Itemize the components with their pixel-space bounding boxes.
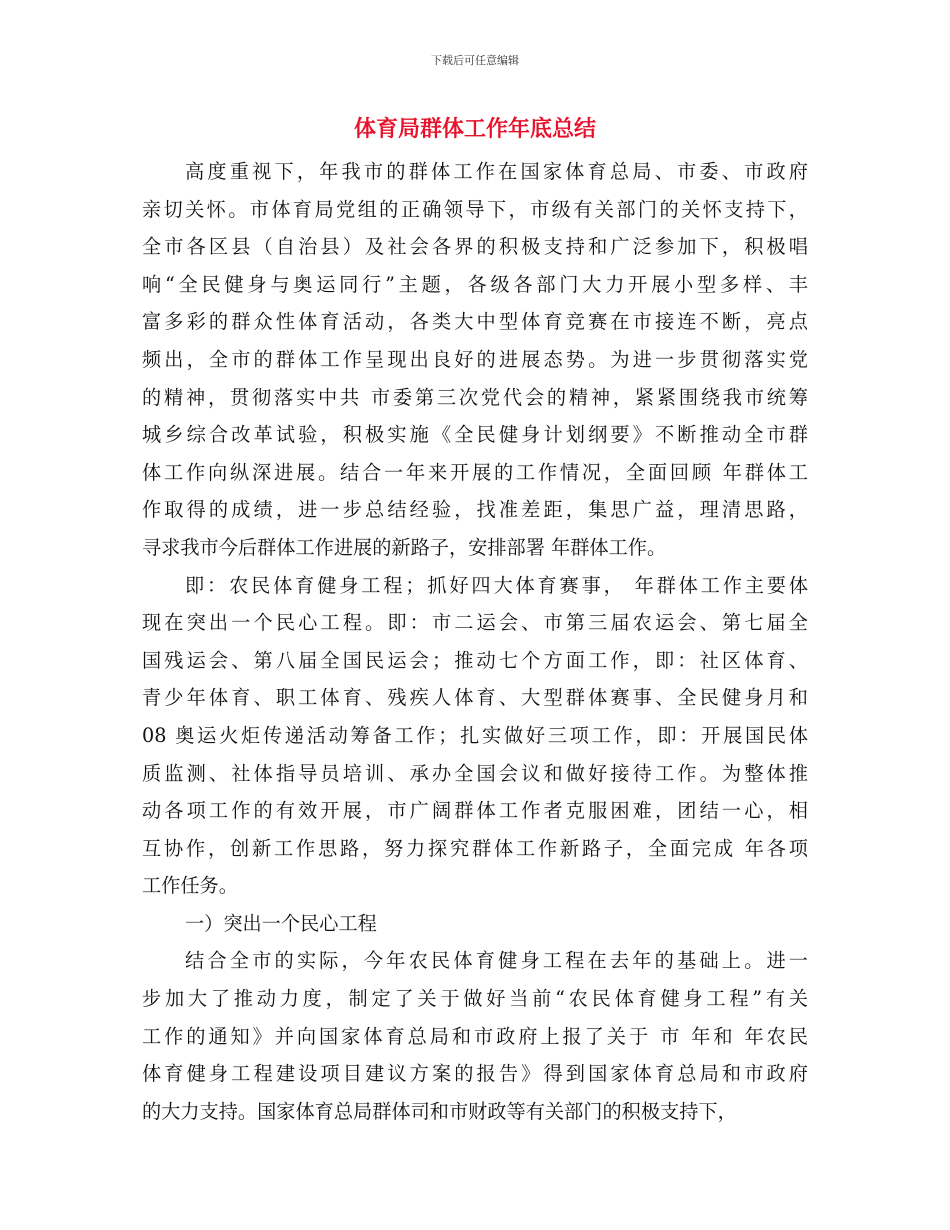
paragraph-1-line: 高度重视下，年我市的群体工作在国家体育总局、市委、市政府 bbox=[185, 160, 808, 183]
paragraph-4-line: 结合全市的实际，今年农民体育健身工程在去年的基础上。进一 bbox=[185, 949, 808, 973]
paragraph-4-line: 的大力支持。国家体育总局群体司和市财政等有关部门的积极支持下， bbox=[142, 1099, 737, 1123]
paragraph-1-line: 响“全民健身与奥运同行”主题，各级各部门大力开展小型多样、丰 bbox=[142, 272, 808, 296]
document-title: 体育局群体工作年底总结 bbox=[353, 117, 596, 142]
paragraph-4-line: 体育健身工程建设项目建议方案的报告》得到国家体育总局和市政府 bbox=[142, 1062, 808, 1086]
paragraph-2-line: 现在突出一个民心工程。即：市二运会、市第三届农运会、第七届全 bbox=[142, 611, 808, 635]
paragraph-1-line: 亲切关怀。市体育局党组的正确领导下，市级有关部门的关怀支持下， bbox=[142, 197, 808, 221]
paragraph-1-line: 的精神，贯彻落实中共 市委第三次党代会的精神，紧紧围绕我市统筹 bbox=[142, 385, 808, 409]
paragraph-1-line: 作取得的成绩，进一步总结经验，找准差距，集思广益，理清思路， bbox=[142, 498, 808, 522]
paragraph-1-line: 富多彩的群众性体育活动，各类大中型体育竞赛在市接连不断，亮点 bbox=[142, 310, 808, 334]
paragraph-3-line: 一）突出一个民心工程 bbox=[185, 911, 377, 935]
paragraph-1-line: 寻求我市今后群体工作进展的新路子，安排部署 年群体工作。 bbox=[142, 535, 667, 559]
paragraph-2-line: 国残运会、第八届全国民运会；推动七个方面工作，即：社区体育、 bbox=[142, 648, 808, 672]
paragraph-1-line: 全市各区县（自治县）及社会各界的积极支持和广泛参加下，积极唱 bbox=[142, 235, 808, 259]
paragraph-2-line: 互协作，创新工作思路，努力探究群体工作新路子，全面完成 年各项 bbox=[142, 836, 808, 860]
header-note: 下载后可任意编辑 bbox=[431, 54, 519, 67]
paragraph-1-line: 频出，全市的群体工作呈现出良好的进展态势。为进一步贯彻落实党 bbox=[142, 347, 808, 371]
paragraph-4-line: 步加大了推动力度，制定了关于做好当前“农民体育健身工程”有关 bbox=[142, 987, 808, 1011]
paragraph-2-line: 青少年体育、职工体育、残疾人体育、大型群体赛事、全民健身月和 bbox=[142, 686, 808, 710]
paragraph-1-line: 城乡综合改革试验，积极实施《全民健身计划纲要》不断推动全市群 bbox=[142, 423, 808, 447]
paragraph-2-line: 08 奥运火炬传递活动筹备工作；扎实做好三项工作，即：开展国民体 bbox=[142, 723, 808, 747]
paragraph-2-line: 工作任务。 bbox=[142, 874, 238, 898]
paragraph-2-line: 质监测、社体指导员培训、承办全国会议和做好接待工作。为整体推 bbox=[142, 761, 808, 785]
paragraph-1-line: 体工作向纵深进展。结合一年来开展的工作情况，全面回顾 年群体工 bbox=[142, 460, 808, 484]
paragraph-2-line: 即：农民体育健身工程；抓好四大体育赛事， 年群体工作主要体 bbox=[185, 573, 808, 597]
paragraph-2-line: 动各项工作的有效开展，市广阔群体工作者克服困难，团结一心，相 bbox=[142, 799, 808, 823]
paragraph-4-line: 工作的通知》并向国家体育总局和市政府上报了关于 市 年和 年农民 bbox=[142, 1024, 808, 1048]
document-body bbox=[142, 153, 808, 1130]
